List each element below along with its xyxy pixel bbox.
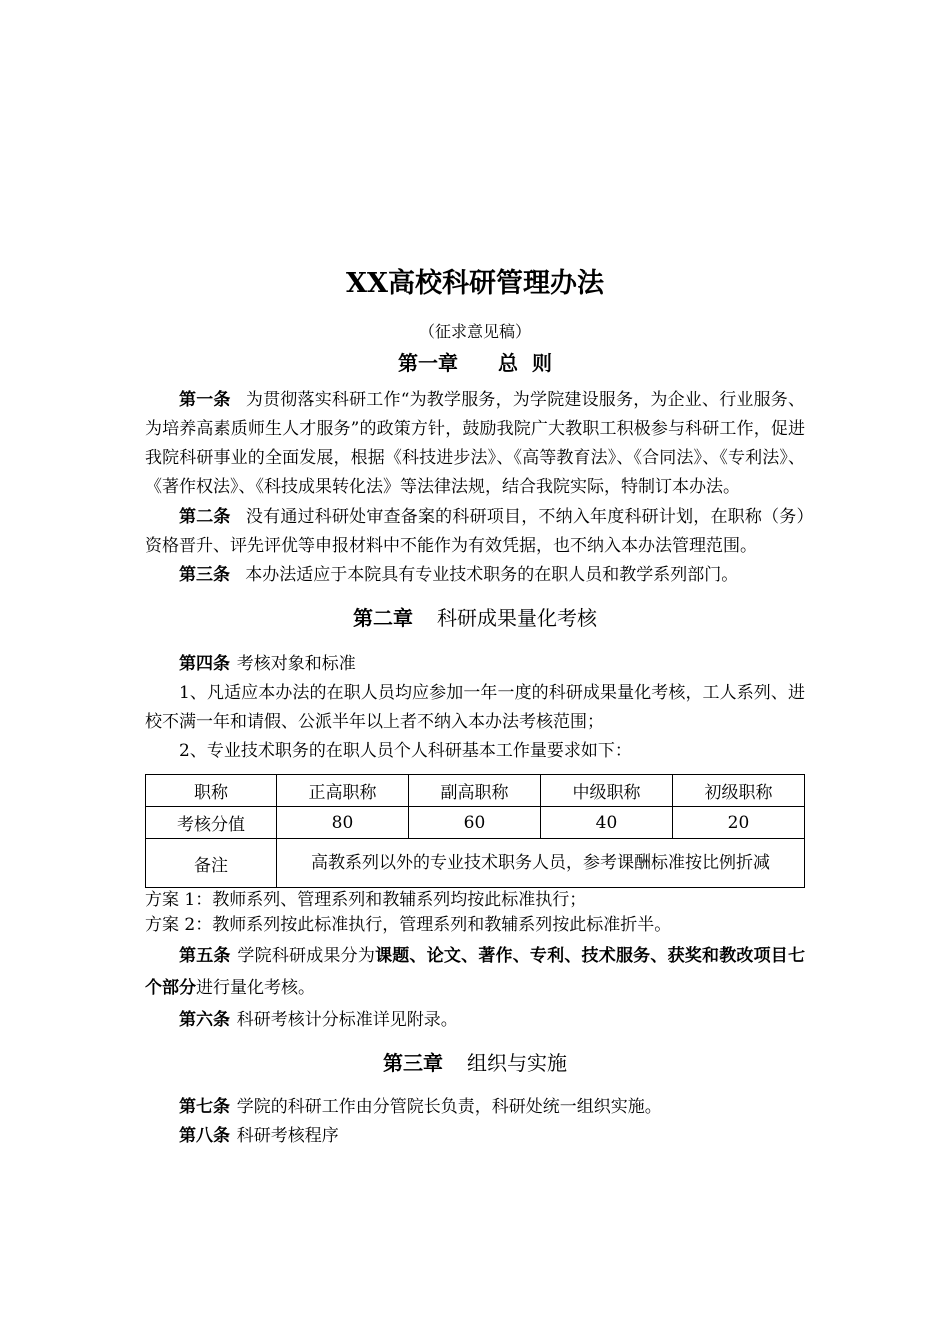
article-6-text: 科研考核计分标准详见附录。 [236,1010,458,1030]
article-5-label: 第五条 [179,946,231,966]
article-1-text: 为贯彻落实科研工作“为教学服务，为学院建设服务，为企业、行业服务、为培养高素质师生人才服务”的政策方针，鼓励我院广大教职工积极参与科研工作，促进我院科研事业的全面发展，根据《科技进步法》、《高等教育法》、《合同法》、《专利法》、《著作权法》、《科技成果转化法》等法律法规，结合我院实际，特制订本办法。 [145,390,805,497]
article-8-text: 科研考核程序 [236,1126,339,1146]
table-cell: 60 [409,807,541,839]
table-header-row [146,775,805,807]
chapter-2-heading [145,600,805,636]
table-note-row [146,839,805,888]
article-2 [145,503,805,561]
article-5-text-post: 进行量化考核。 [196,978,315,998]
chapter-1-heading [145,346,805,380]
table-cell: 40 [541,807,673,839]
table-header-cell: 中级职称 [541,775,673,807]
table-header-cell: 正高职称 [277,775,409,807]
article-8 [145,1122,805,1151]
chapter-1-name: 总 则 [498,351,552,375]
table-header-cell: 初级职称 [673,775,805,807]
article-4-item-1: 1、凡适应本办法的在职人员均应参加一年一度的科研成果量化考核，工人系列、进校不满一年和请假、公派半年以上者不纳入本办法考核范围； [145,683,805,732]
article-7 [145,1093,805,1122]
article-3-text: 本办法适应于本院具有专业技术职务的在职人员和教学系列部门。 [245,565,739,585]
article-4-label: 第四条 [179,654,230,674]
chapter-2-name: 科研成果量化考核 [437,606,597,630]
article-3-label: 第三条 [179,565,230,585]
article-3 [145,561,805,590]
article-6 [145,1004,805,1036]
article-1-label: 第一条 [179,390,231,410]
article-5-text-bold: 课题、论文、著作、专利、技术服务、获奖和教改项目七个部分 [145,946,806,998]
article-8-label: 第八条 [179,1126,230,1146]
table-header-cell: 职称 [146,775,277,807]
table-score-row [146,807,805,839]
article-6-label: 第六条 [179,1010,230,1030]
table-row-label: 备注 [146,839,277,888]
chapter-3-label: 第三章 [383,1051,443,1075]
article-2-label: 第二条 [179,507,231,527]
article-7-label: 第七条 [179,1097,230,1117]
table-cell: 80 [277,807,409,839]
article-4 [145,650,805,679]
article-4-item-2: 2、专业技术职务的在职人员个人科研基本工作量要求如下： [179,741,632,761]
table-row-label: 考核分值 [146,807,277,839]
plan-2: 方案 2：教师系列按此标准执行，管理系列和教辅系列按此标准折半。 [145,915,672,935]
chapter-2-label: 第二章 [353,606,413,630]
chapter-1-label: 第一章 [398,351,459,375]
article-2-text: 没有通过科研处审查备案的科研项目，不纳入年度科研计划，在职称（务）资格晋升、评先评优等申报材料中不能作为有效凭据，也不纳入本办法管理范围。 [145,507,806,556]
draft-note: （征求意见稿） [418,322,531,341]
plan-1: 方案 1：教师系列、管理系列和教辅系列均按此标准执行； [145,890,587,910]
chapter-3-name: 组织与实施 [467,1051,567,1075]
workload-standard-table [145,774,805,888]
table-note-cell: 高教系列以外的专业技术职务人员，参考课酬标准按比例折减 [277,839,805,888]
article-7-text: 学院的科研工作由分管院长负责，科研处统一组织实施。 [236,1097,662,1117]
article-1 [145,386,805,502]
table-cell: 20 [673,807,805,839]
table-header-cell: 副高职称 [409,775,541,807]
article-4-text: 考核对象和标准 [236,654,356,674]
chapter-3-heading [145,1046,805,1080]
document-title: XX高校科研管理办法 [346,268,604,299]
document-page [145,262,805,1151]
article-5-text-pre: 学院科研成果分为 [237,946,376,966]
article-5 [145,940,805,1004]
